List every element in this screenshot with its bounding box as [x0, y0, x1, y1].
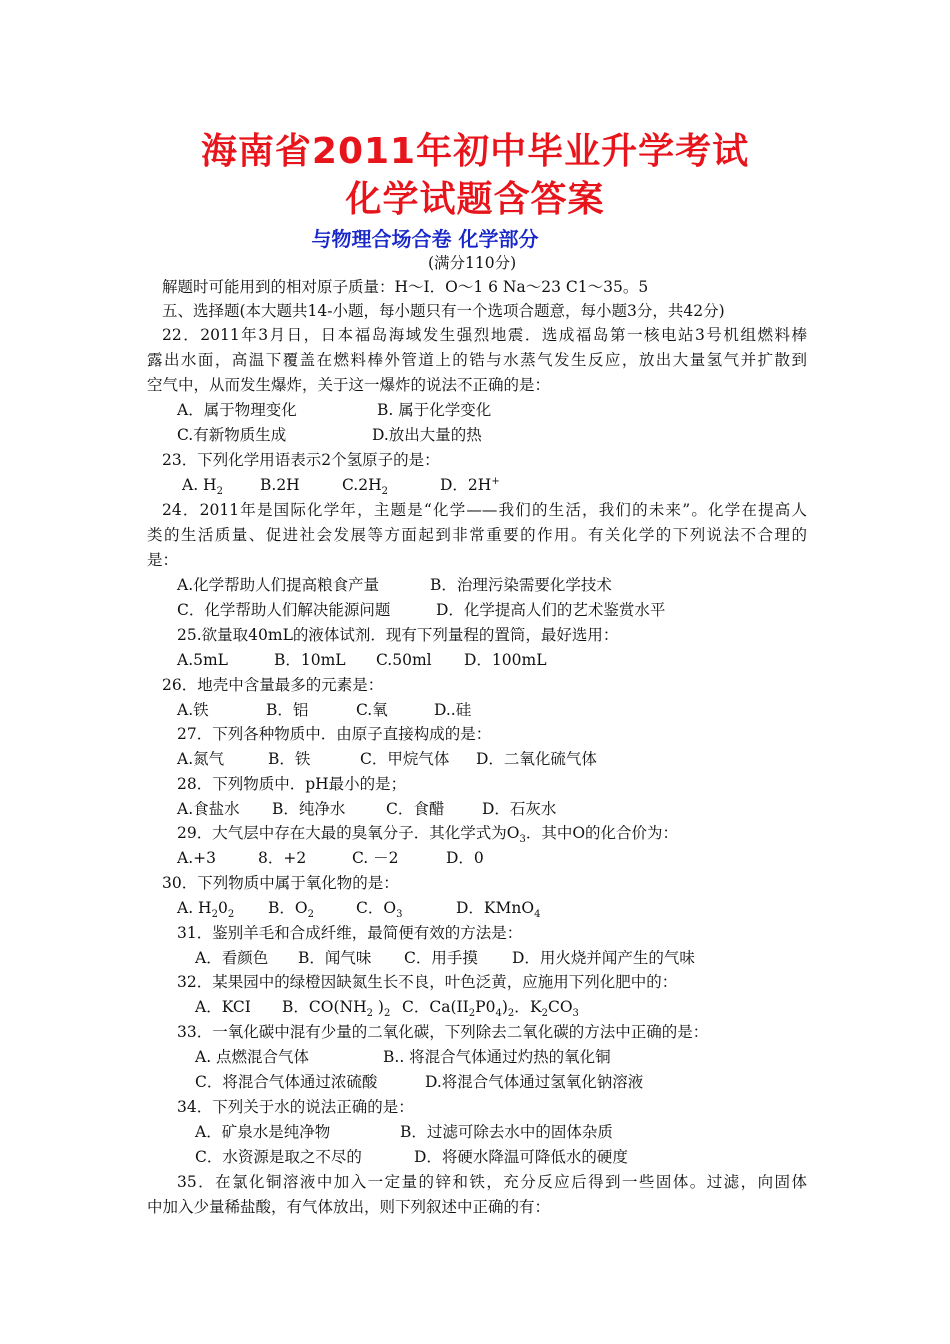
q22-option-a: A．属于物理变化: [177, 401, 297, 419]
q34-stem: 34．下列关于水的说法正确的是：: [177, 1098, 414, 1116]
q24-option-c: C．化学帮助人们解决能源问题: [177, 601, 391, 619]
q33-option-b: B.. 将混合气体通过灼热的氧化铜: [383, 1048, 611, 1066]
q33-option-d: D.将混合气体通过氢氧化钠溶液: [425, 1073, 644, 1091]
q22-option-d: D.放出大量的热: [372, 426, 482, 444]
q31-option-d: D．用火烧并闻产生的气味: [512, 949, 695, 967]
q28-option-b: B．纯净水: [272, 800, 346, 818]
section-heading: 五、选择题(本大题共14-小题，每小题只有一个选项合题意，每小题3分，共42分): [162, 302, 725, 320]
q27-option-b: B．铁: [268, 750, 311, 768]
q25-option-a: A.5mL: [177, 651, 228, 669]
q34-option-c: C．水资源是取之不尽的: [195, 1148, 362, 1166]
q29-option-d: D．0: [446, 849, 484, 867]
q22-line-1: 22．2011年3月日，日本福岛海域发生强烈地震．选成福岛第一核电站3号机组燃料棒: [162, 326, 807, 344]
q23-stem: 23．下列化学用语表示2个氢原子的是：: [162, 451, 440, 469]
score-note: (满分110分): [428, 254, 517, 272]
q31-stem: 31．鉴别羊毛和合成纤维，最简便有效的方法是：: [177, 924, 523, 942]
q33-option-c: C．将混合气体通过浓硫酸: [195, 1073, 378, 1091]
q27-stem: 27．下列各种物质中．由原子直接构成的是：: [177, 725, 492, 743]
q31-option-a: A．看颜色: [195, 949, 269, 967]
q32-option-b: B．$CO(NH_2$ )$_2$: [282, 998, 391, 1020]
q35-line-2: 中加入少量稀盐酸，有气体放出，则下列叙述中正确的有：: [147, 1198, 551, 1216]
q25-option-b: B．10mL: [274, 651, 346, 669]
q27-option-a: A.氮气: [177, 750, 225, 768]
q31-option-c: C．用手摸: [404, 949, 478, 967]
q23-option-c: $C.2H_2$: [342, 476, 388, 498]
q29-option-a: A.+3: [177, 849, 216, 867]
q23-option-a: A. $H_2$: [182, 476, 223, 498]
q22-line-3: 空气中，从而发生爆炸，关于这一爆炸的说法不正确的是：: [147, 376, 551, 394]
title-line-1: 海南省2011年初中毕业升学考试: [200, 131, 750, 172]
q35-line-1: 35．在氯化铜溶液中加入一定量的锌和铁，充分反应后得到一些固体。过滤，向固体: [177, 1173, 807, 1191]
q33-option-a: A. 点燃混合气体: [195, 1048, 310, 1066]
q30-option-b: B．$O_2$: [268, 899, 314, 921]
q30-option-c: C．$O_3$: [356, 899, 403, 921]
q34-option-d: D．将硬水降温可降低水的硬度: [414, 1148, 628, 1166]
q29-option-b: 8．+2: [258, 849, 307, 867]
q32-option-a: A．KCI: [195, 998, 251, 1016]
q24-option-b: B．治理污染需要化学技术: [430, 576, 612, 594]
q28-stem: 28．下列物质中．pH最小的是；: [177, 775, 407, 793]
subtitle: 与物理合场合卷 化学部分: [311, 227, 539, 251]
q22-line-2: 露出水面，高温下覆盖在燃料棒外管道上的锆与水蒸气发生反应，放出大量氢气并扩散到: [147, 351, 807, 369]
q24-option-a: A.化学帮助人们提高粮食产量: [177, 576, 380, 594]
q23-option-b: B.2H: [260, 476, 300, 494]
q24-option-d: D．化学提高人们的艺术鉴赏水平: [436, 601, 666, 619]
q26-option-d: D..硅: [434, 701, 472, 719]
q32-stem: 32．某果园中的绿橙因缺氮生长不良，叶色泛黄，应施用下列化肥中的：: [177, 973, 678, 991]
q24-line-2: 类的生活质量、促进社会发展等方面起到非常重要的作用。有关化学的下列说法不合理的: [147, 526, 807, 544]
q28-option-d: D．石灰水: [482, 800, 557, 818]
q33-stem: 33．一氧化碳中混有少量的二氧化碳，下列除去二氧化碳的方法中正确的是：: [177, 1023, 709, 1041]
q24-line-1: 24．2011年是国际化学年，主题是“化学——我们的生活，我们的未来”。化学在提高人: [162, 501, 807, 519]
title-line-2: 化学试题含答案: [345, 179, 605, 220]
q27-option-c: C．甲烷气体: [360, 750, 450, 768]
q29-stem: 29．大气层中存在大最的臭氧分子．其化学式为$O_3$．其中O的化合价为：: [177, 824, 679, 846]
q22-option-c: C.有新物质生成: [177, 426, 287, 444]
q27-option-d: D．二氧化硫气体: [476, 750, 597, 768]
q25-option-d: D．100mL: [464, 651, 547, 669]
q24-line-3: 是：: [147, 551, 179, 569]
q32-option-c: C．$Ca(II_2P0_4)_2$．: [402, 998, 530, 1020]
q25-stem: 25.欲量取40mL的液体试剂．现有下列量程的置筒，最好选用：: [177, 626, 619, 644]
q29-option-c: C. －2: [352, 849, 399, 867]
q31-option-b: B．闻气味: [298, 949, 372, 967]
q30-option-d: D．KMnO$_4$: [456, 899, 541, 921]
q26-option-c: C.氧: [356, 701, 388, 719]
q34-option-a: A．矿泉水是纯净物: [195, 1123, 331, 1141]
q34-option-b: B．过滤可除去水中的固体杂质: [400, 1123, 613, 1141]
q28-option-c: C．食醋: [386, 800, 445, 818]
q25-option-c: C.50ml: [376, 651, 432, 669]
q32-option-d: $K_2CO_3$: [530, 998, 579, 1020]
q26-option-a: A.铁: [177, 701, 209, 719]
atomic-mass-note: 解题时可能用到的相对原子质量：H～I．O～1 6 Na～23 C1～35。5: [162, 278, 649, 296]
q26-stem: 26．地壳中含量最多的元素是：: [162, 676, 384, 694]
q30-stem: 30．下列物质中属于氧化物的是：: [162, 874, 399, 892]
q23-option-d: D．2H+: [440, 475, 500, 494]
q28-option-a: A.食盐水: [177, 800, 240, 818]
q30-option-a: A. $H_20_2$: [177, 899, 235, 921]
q22-option-b: B. 属于化学变化: [377, 401, 492, 419]
q26-option-b: B．铝: [266, 701, 309, 719]
